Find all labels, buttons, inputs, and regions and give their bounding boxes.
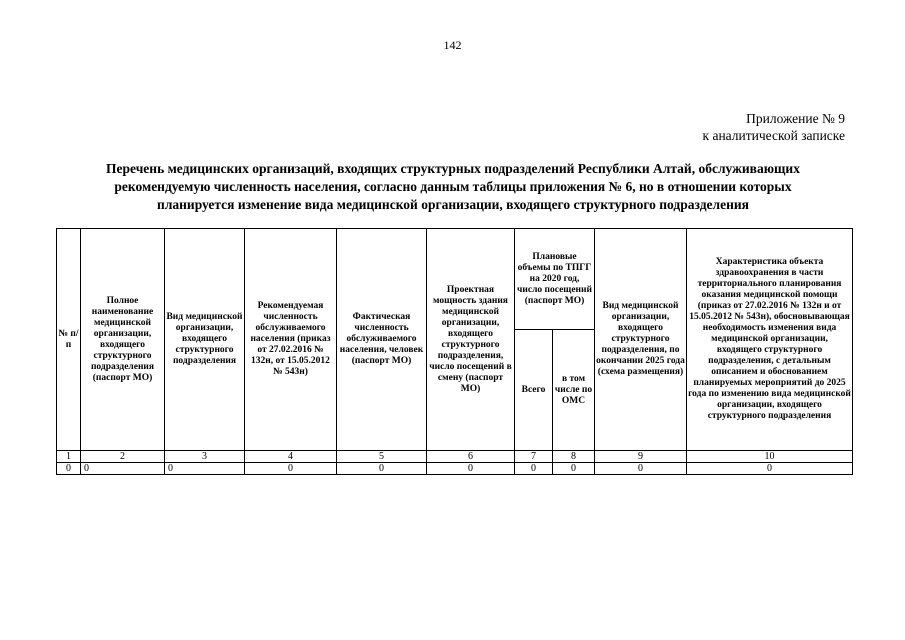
header-number: № п/п [57,229,81,451]
header-row-1 [57,229,853,330]
appendix-label [703,110,845,144]
header-characteristic: Характеристика объекта здравоохранения в части территориального планирования оказания медицинской помощи (приказ от 27.02.2016 № 132н и от 15.05.2012 № 543н), обосновывающая необходимость изменения вида медицинской организации, входящего структурного подразделения, с детальным описанием и обоснованием планируемых мероприятий до 2025 года по изменению вида медицинской организации, входящего структурного подразделения [687,229,853,451]
column-number: 7 [515,451,553,463]
column-number: 5 [337,451,427,463]
header-planned-volumes: Плановые объемы по ТПГГ на 2020 год, число посещений (паспорт МО) [515,229,595,330]
page-number: 142 [443,38,462,52]
appendix-line-2: к аналитической записке [702,128,845,143]
column-number: 3 [165,451,245,463]
title-line-3: планируется изменение вида медицинской организации, входящего структурного подразделения [157,197,749,212]
table-cell: 0 [165,463,245,475]
header-total: Всего [515,330,553,451]
column-number: 10 [687,451,853,463]
table-cell: 0 [553,463,595,475]
document-title [58,160,848,214]
header-design-capacity: Проектная мощность здания медицинской организации, входящего структурного подразделения, число посещений в смену (паспорт МО) [427,229,515,451]
header-including-oms: в том числе по ОМС [553,330,595,451]
header-org-type: Вид медицинской организации, входящего структурного подразделения [165,229,245,451]
appendix-line-1: Приложение № 9 [746,111,845,126]
column-numbers-row [57,451,853,463]
header-org-type-2025: Вид медицинской организации, входящего структурного подразделения, по окончании 2025 года (схема размещения) [595,229,687,451]
column-number: 6 [427,451,515,463]
title-line-1: Перечень медицинских организаций, входящих структурных подразделений Республики Алтай, обслуживающих [106,161,800,176]
column-number: 9 [595,451,687,463]
table-cell: 0 [427,463,515,475]
organizations-table [56,228,853,475]
table-cell: 0 [245,463,337,475]
table-cell: 0 [595,463,687,475]
title-line-2: рекомендуемую численность населения, согласно данным таблицы приложения № 6, но в отношении которых [114,179,792,194]
header-recommended-population: Рекомендуемая численность обслуживаемого населения (приказ от 27.02.2016 № 132н, от 15.05.2012 № 543н) [245,229,337,451]
column-number: 4 [245,451,337,463]
table-cell: 0 [515,463,553,475]
header-actual-population: Фактическая численность обслуживаемого населения, человек (паспорт МО) [337,229,427,451]
table-row [57,463,853,475]
header-full-name: Полное наименование медицинской организации, входящего структурного подразделения (паспорт МО) [81,229,165,451]
column-number: 8 [553,451,595,463]
table-cell: 0 [337,463,427,475]
column-number: 2 [81,451,165,463]
table-cell: 0 [687,463,853,475]
table-cell: 0 [57,463,81,475]
table-cell: 0 [81,463,165,475]
column-number: 1 [57,451,81,463]
